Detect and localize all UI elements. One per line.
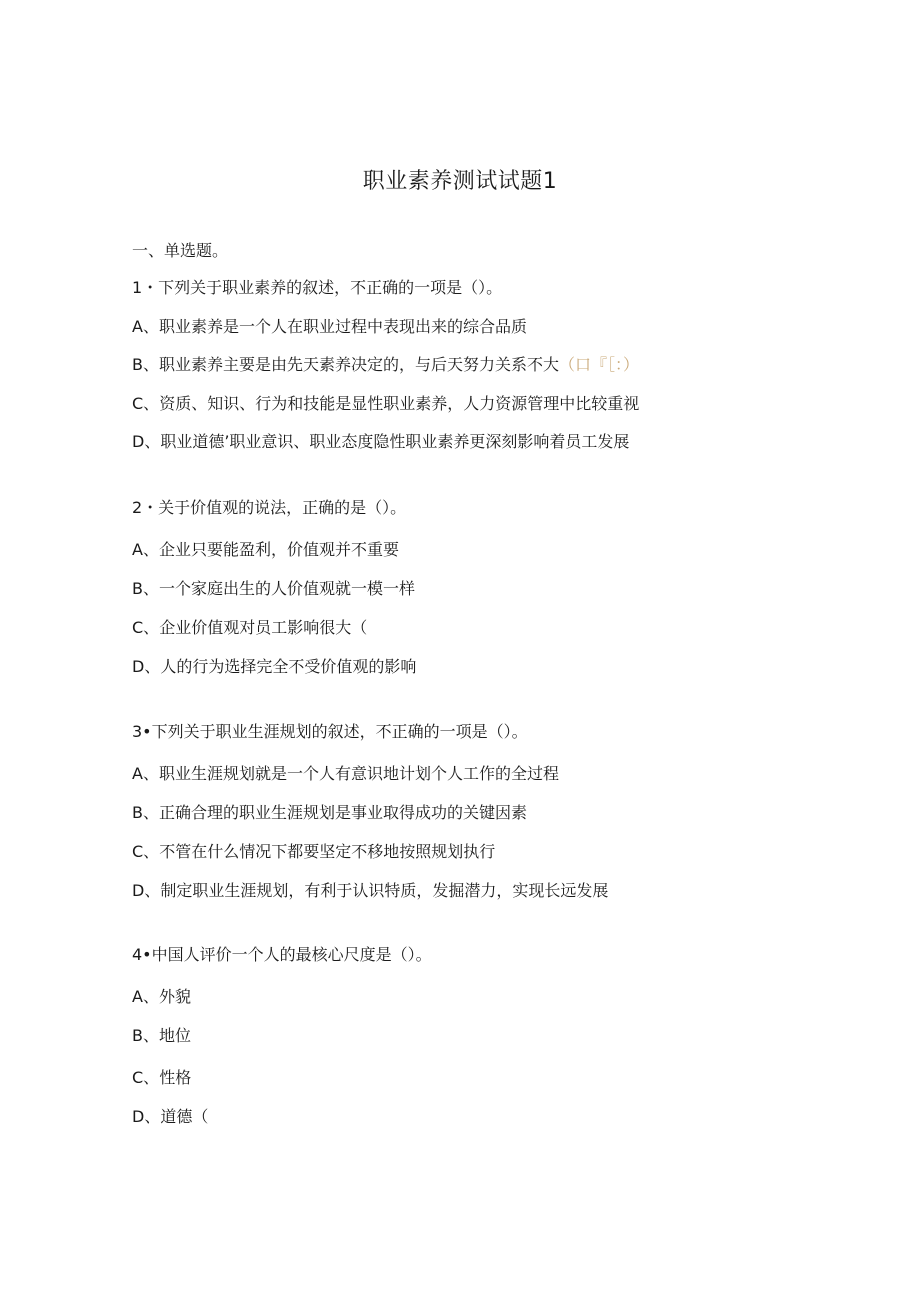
option-d (132, 657, 772, 677)
option-separator: 、 (143, 618, 160, 637)
option-text: 职业素养主要是由先天素养决定的，与后天努力关系不大 (159, 355, 560, 374)
option-letter: D (132, 432, 145, 451)
option-text: 性格 (159, 1068, 192, 1087)
option-text: 一个家庭出生的人价值观就一模一样 (159, 579, 416, 598)
option-separator: 、 (142, 540, 159, 559)
option-a (132, 987, 772, 1007)
option-separator: 、 (142, 803, 159, 822)
option-separator: 、 (143, 1068, 160, 1087)
option-text: 企业只要能盈利，价值观并不重要 (158, 540, 399, 559)
option-letter: C (132, 842, 144, 861)
option-separator: 、 (143, 394, 160, 413)
option-c (132, 842, 772, 862)
option-text: 资质、知识、行为和技能是显性职业素养，人力资源管理中比较重视 (159, 394, 640, 413)
option-separator: 、 (143, 842, 160, 861)
option-d (132, 881, 772, 901)
option-b (132, 803, 772, 823)
option-separator: 、 (142, 987, 159, 1006)
option-letter: D (132, 1107, 145, 1126)
option-b (132, 355, 772, 375)
option-b (132, 579, 772, 599)
option-c (132, 1068, 772, 1088)
option-c (132, 618, 772, 638)
option-letter: B (132, 579, 143, 598)
option-d (132, 1107, 772, 1127)
option-separator: 、 (142, 317, 159, 336)
option-letter: A (132, 987, 143, 1006)
option-separator: 、 (144, 657, 161, 676)
question-stem: 4•中国人评价一个人的最核心尺度是（）。 (132, 945, 432, 964)
option-a (132, 764, 772, 784)
option-text: 职业道德’职业意识、职业态度隐性职业素养更深刻影响着员工发展 (160, 432, 630, 451)
option-letter: D (132, 881, 145, 900)
option-text: 企业价值观对员工影响很大（ (159, 618, 368, 637)
section-heading: 一、单选题。 (132, 241, 229, 260)
option-letter: C (132, 1068, 144, 1087)
option-letter: B (132, 355, 143, 374)
option-text: 人的行为选择完全不受价值观的影响 (160, 657, 417, 676)
option-a (132, 540, 772, 560)
option-b (132, 1026, 772, 1046)
question-1 (132, 278, 772, 452)
option-letter: C (132, 394, 144, 413)
option-letter: A (132, 540, 143, 559)
option-text: 职业素养是一个人在职业过程中表现出来的综合品质 (158, 317, 527, 336)
option-separator: 、 (144, 881, 161, 900)
option-d (132, 432, 772, 452)
option-letter: A (132, 764, 143, 783)
option-separator: 、 (142, 579, 159, 598)
question-4 (132, 945, 772, 1127)
option-text: 地位 (159, 1026, 192, 1045)
option-text: 职业生涯规划就是一个人有意识地计划个人工作的全过程 (158, 764, 559, 783)
option-separator: 、 (142, 764, 159, 783)
option-separator: 、 (144, 432, 161, 451)
option-letter: B (132, 803, 143, 822)
option-text: 外貌 (158, 987, 191, 1006)
question-2 (132, 498, 772, 677)
option-a (132, 317, 772, 337)
option-text: 道德（ (160, 1107, 209, 1126)
option-separator: 、 (142, 1026, 159, 1045)
option-c (132, 394, 772, 414)
option-letter: A (132, 317, 143, 336)
question-stem: 1・下列关于职业素养的叙述，不正确的一项是（）。 (132, 278, 503, 297)
option-text: 正确合理的职业生涯规划是事业取得成功的关键因素 (159, 803, 528, 822)
option-separator: 、 (144, 1107, 161, 1126)
option-text: 制定职业生涯规划，有利于认识特质，发掘潜力，实现长远发展 (160, 881, 609, 900)
option-letter: D (132, 657, 145, 676)
question-stem: 2・关于价值观的说法，正确的是（）。 (132, 498, 407, 517)
option-letter: B (132, 1026, 143, 1045)
option-text: 不管在什么情况下都要坚定不移地按照规划执行 (159, 842, 496, 861)
question-3 (132, 722, 772, 901)
page-title: 职业素养测试试题1 (362, 169, 558, 194)
option-separator: 、 (142, 355, 159, 374)
scan-noise-marks: （口『［：） (559, 355, 640, 374)
question-stem: 3•下列关于职业生涯规划的叙述，不正确的一项是（）。 (132, 722, 528, 741)
option-letter: C (132, 618, 144, 637)
